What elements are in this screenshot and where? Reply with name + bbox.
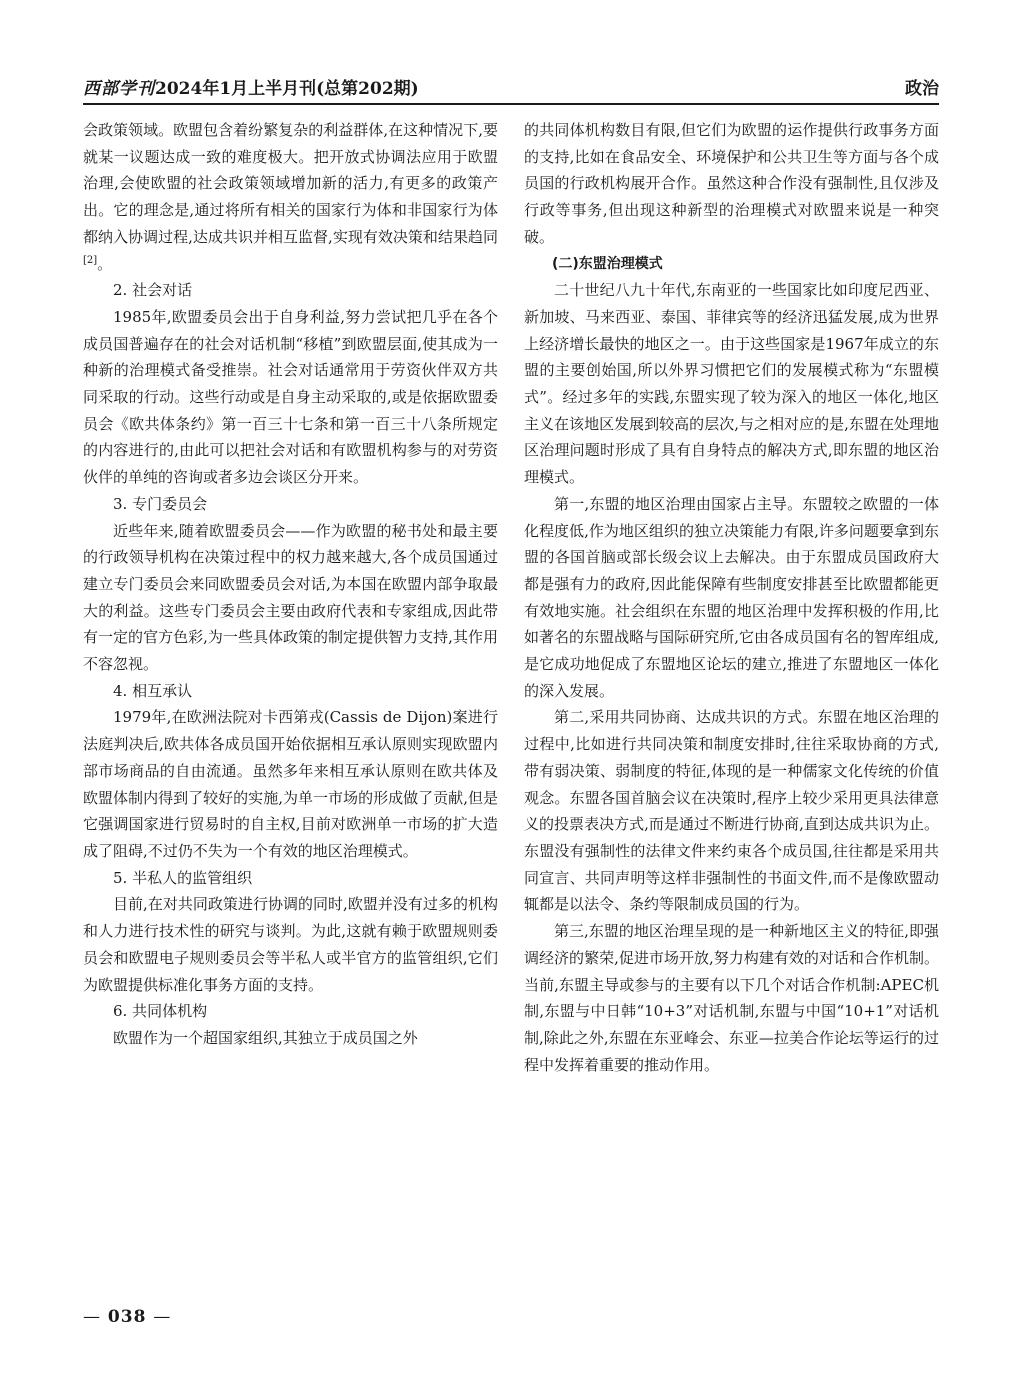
subheading: 5. 半私人的监管组织 <box>113 868 253 887</box>
paragraph: 1985年,欧盟委员会出于自身利益,努力尝试把几乎在各个成员国普遍存在的社会对话机制“移植”到欧盟层面,使其成为一种新的治理模式备受推崇。社会对话通常用于劳资伙伴双方共同采取的行动。这些行动或是自身主动采取的,或是依据欧盟委员会《欧共体条约》第一百三十七条和第一百三十八条所规定的内容进行的,由此可以把社会对话和有欧盟机构参与的对劳资伙伴的单纯的咨询或者多边会谈区分开来。 <box>83 307 498 487</box>
page-footer <box>83 1307 171 1327</box>
paragraph: 会政策领域。欧盟包含着纷繁复杂的利益群体,在这种情况下,要就某一议题达成一致的难度极大。把开放式协调法应用于欧盟治理,会使欧盟的社会政策领域增加新的活力,有更多的政策产出。它的理念是,通过将所有相关的国家行为体和非国家行为体都纳入协调过程,达成共识并相互监督,实现有效决策和结果趋同[2]。 <box>83 121 498 273</box>
paragraph: 第二,采用共同协商、达成共识的方式。东盟在地区治理的过程中,比如进行共同决策和制度安排时,往往采取协商的方式,带有弱决策、弱制度的特征,体现的是一种儒家文化传统的价值观念。东盟各国首脑会议在决策时,程序上较少采用更具法律意义的投票表决方式,而是通过不断进行协商,直到达成共识为止。东盟没有强制性的法律文件来约束各个成员国,往往都是采用共同宣言、共同声明等这样非强制性的书面文件,而不是像欧盟动辄都是以法令、条约等限制成员国的行为。 <box>524 708 939 914</box>
running-header <box>83 70 939 104</box>
left-column <box>83 117 498 1052</box>
subheading: 3. 专门委员会 <box>113 494 208 513</box>
journal-logo: 西部学刊 <box>83 79 155 99</box>
journal-issue: 2024年1月上半月刊(总第202期) <box>155 79 419 99</box>
footer-dash-left: — <box>83 1307 101 1327</box>
right-column <box>524 117 939 1078</box>
subheading: 2. 社会对话 <box>113 281 193 300</box>
paragraph: 第一,东盟的地区治理由国家占主导。东盟较之欧盟的一体化程度低,作为地区组织的独立决策能力有限,许多问题要拿到东盟的各国首脑或部长级会议上去解决。由于东盟成员国政府大都是强有力的政府,因此能保障有些制度安排甚至比欧盟都能更有效地实施。社会组织在东盟的地区治理中发挥积极的作用,比如著名的东盟战略与国际研究所,它由各成员国有名的智库组成,是它成功地促成了东盟地区论坛的建立,推进了东盟地区一体化的深入发展。 <box>524 494 939 700</box>
paragraph: 1979年,在欧洲法院对卡西第戎(Cassis de Dijon)案进行法庭判决后,欧共体各成员国开始依据相互承认原则实现欧盟内部市场商品的自由流通。虽然多年来相互承认原则在欧共体及欧盟体制内得到了较好的实施,为单一市场的形成做了贡献,但是它强调国家进行贸易时的自主权,目前对欧洲单一市场的扩大造成了阻碍,不过仍不失为一个有效的地区治理模式。 <box>83 708 498 860</box>
section-label: 政治 <box>905 79 939 99</box>
paragraph: 的共同体机构数目有限,但它们为欧盟的运作提供行政事务方面的支持,比如在食品安全、环境保护和公共卫生等方面与各个成员国的行政机构展开合作。虽然这种合作没有强制性,且仅涉及行政等事务,但出现这种新型的治理模式对欧盟来说是一种突破。 <box>524 121 939 246</box>
header-rule <box>83 103 939 105</box>
section-heading: (二)东盟治理模式 <box>552 255 663 272</box>
page-number: 038 <box>107 1307 147 1327</box>
subheading: 4. 相互承认 <box>113 681 193 700</box>
paragraph: 二十世纪八九十年代,东南亚的一些国家比如印度尼西亚、新加坡、马来西亚、泰国、菲律宾等的经济迅猛发展,成为世界上经济增长最快的地区之一。由于这些国家是1967年成立的东盟的主要创始国,所以外界习惯把它们的发展模式称为“东盟模式”。经过多年的实践,东盟实现了较为深入的地区一体化,地区主义在该地区发展到较高的层次,与之相对应的是,东盟在处理地区治理问题时形成了具有自身特点的解决方式,即东盟的地区治理模式。 <box>524 281 939 487</box>
journal-title <box>83 74 419 99</box>
paragraph: 近些年来,随着欧盟委员会——作为欧盟的秘书处和最主要的行政领导机构在决策过程中的权力越来越大,各个成员国通过建立专门委员会来同欧盟委员会对话,为本国在欧盟内部争取最大的利益。这些专门委员会主要由政府代表和专家组成,因此带有一定的官方色彩,为一些具体政策的制定提供智力支持,其作用不容忽视。 <box>83 521 498 674</box>
footer-dash-right: — <box>153 1307 172 1327</box>
paragraph: 欧盟作为一个超国家组织,其独立于成员国之外 <box>113 1028 418 1047</box>
citation-ref: [2] <box>83 254 98 266</box>
paragraph: 第三,东盟的地区治理呈现的是一种新地区主义的特征,即强调经济的繁荣,促进市场开放,努力构建有效的对话和合作机制。当前,东盟主导或参与的主要有以下几个对话合作机制:APEC机制,东盟与中日韩“10+3”对话机制,东盟与中国“10+1”对话机制,除此之外,东盟在东亚峰会、东亚—拉美合作论坛等运行的过程中发挥着重要的推动作用。 <box>524 922 939 1074</box>
paragraph: 目前,在对共同政策进行协调的同时,欧盟并没有过多的机构和人力进行技术性的研究与谈判。为此,这就有赖于欧盟规则委员会和欧盟电子规则委员会等半私人或半官方的监管组织,它们为欧盟提供标准化事务方面的支持。 <box>83 895 498 994</box>
subheading: 6. 共同体机构 <box>113 1002 208 1021</box>
